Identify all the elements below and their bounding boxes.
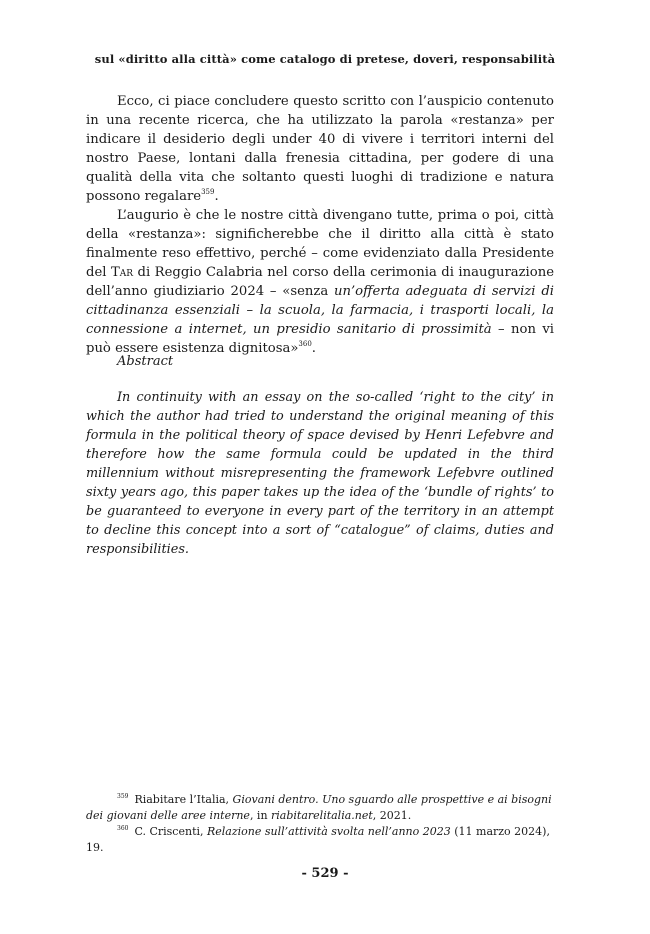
paragraph-2: L’augurio è che le nostre città divengano tutte, prima o poi, città della «restanza»: significherebbe che il diritto alla città è stato finalmente reso effettivo, perché – come evidenziato dalla Presidente del Tar di Reggio Calabria nel corso della cerimonia di inaugurazione dell’anno giudiziario 2024 – «senza un’offerta adeguata di servizi di cittadinanza essenziali – la scuola, la farmacia, i trasporti locali, la connessione a internet, un presidio sanitario di prossimità – non vi può essere esistenza dignitosa»$^{360}$. <box>86 208 555 356</box>
abstract-text: In continuity with an essay on the so-called ‘right to the city’ in which the author had tried to understand the original meaning of this formula in the political theory of space devised by Henri Lefebvre and therefore how the same formula could be updated in the third millennium without misrepresenting the framework Lefebvre outlined sixty years ago, this paper takes up the idea of the ‘bundle of rights’ to be guaranteed to everyone in every part of the territory in an attempt to decline this concept into a sort of “catalogue” of claims, duties and responsibilities. <box>86 390 554 557</box>
footnote-360: $^{360}$ C. Criscenti, Relazione sull’attività svolta nell’anno 2023 (11 marzo 2024), 19. <box>86 825 550 854</box>
paragraph-1: Ecco, ci piace concludere questo scritto con l’auspicio contenuto in una recente ricerca, che ha utilizzato la parola «restanza» per indicare il desiderio degli under 40 di vivere i territori interni del nostro Paese, lontani dalla frenesia cittadina, per godere di una qualità della vita che soltanto questi luoghi di tradizione e natura possono regalare$^{359}$. <box>86 94 554 204</box>
footnotes <box>86 792 554 856</box>
footnote-ref-359[interactable]: 359 <box>201 188 215 196</box>
page-number: - 529 - <box>301 866 349 881</box>
quoted-italic: un’offerta adeguata di servizi di cittadinanza essenziali – la scuola, la farmacia, i trasporti locali, la connessione a internet, un presidio sanitario di prossimità <box>86 284 554 337</box>
footnote-ref-360[interactable]: 360 <box>298 340 312 348</box>
abstract-heading: Abstract <box>117 354 174 369</box>
footnote-link[interactable]: riabitarelitalia.net <box>271 809 373 822</box>
running-head: sul «diritto alla città» come catalogo di pretese, doveri, responsabilità <box>94 52 556 66</box>
tar-abbreviation: Tar <box>110 265 134 280</box>
footnote-359: $^{359}$ Riabitare l’Italia, Giovani dentro. Uno sguardo alle prospettive e ai bisogni dei giovani delle aree interne, in riabitarelitalia.net, 2021. <box>86 793 552 822</box>
body-text <box>86 92 554 358</box>
